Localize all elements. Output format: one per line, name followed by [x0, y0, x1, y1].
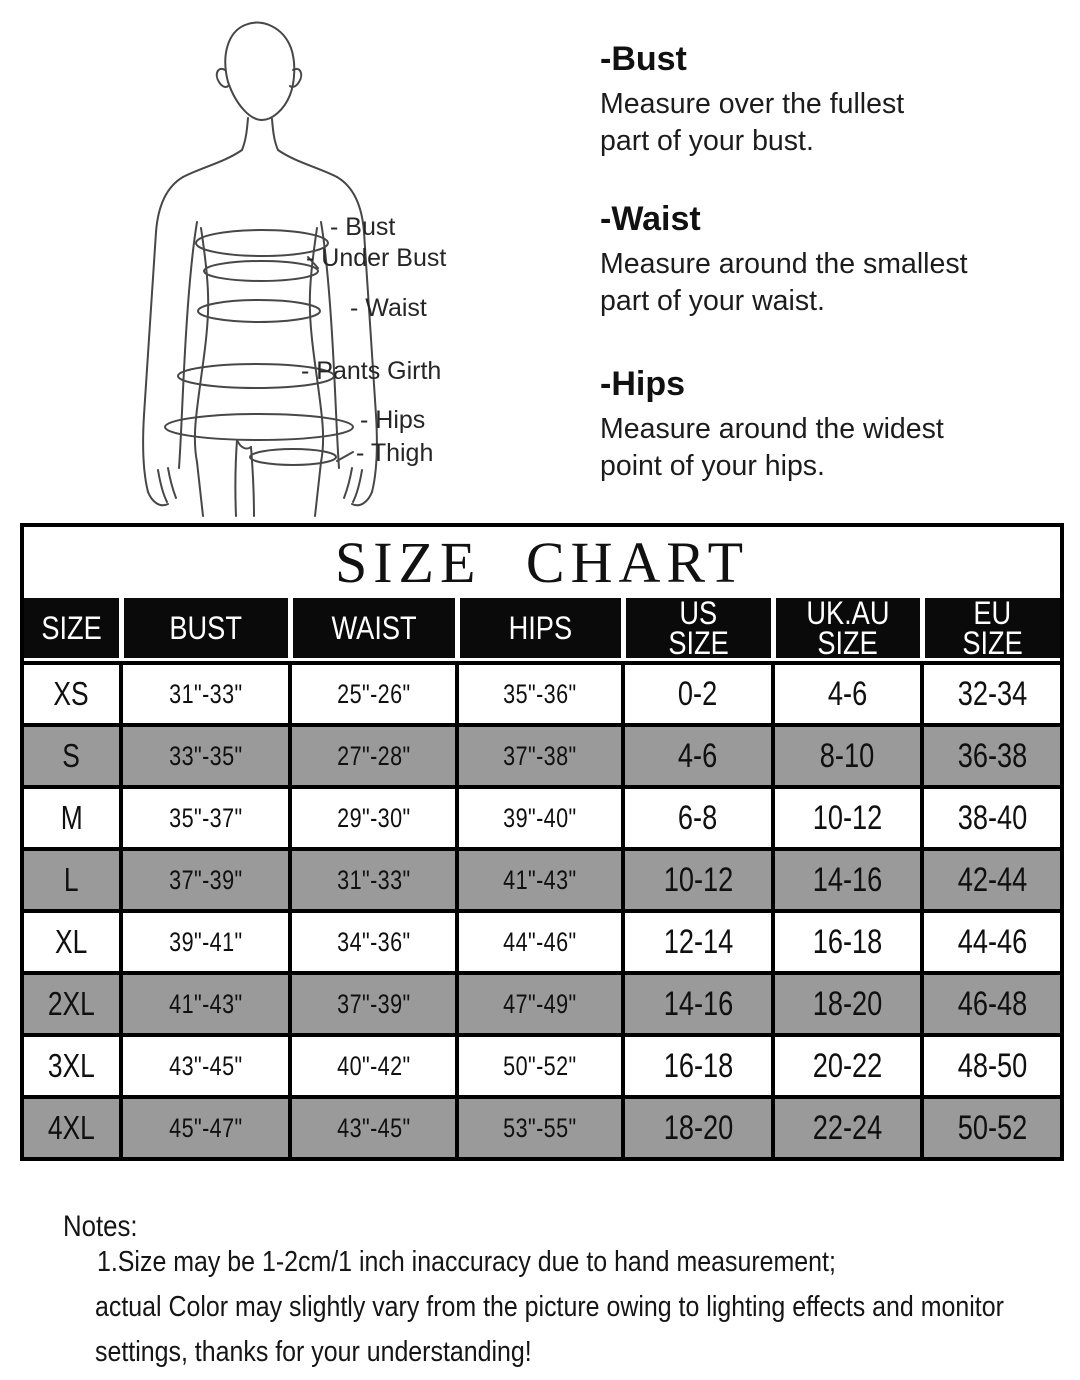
cell-us-size: 18-20 — [621, 1099, 771, 1157]
cell-hips: 53"-55" — [455, 1099, 621, 1157]
cell-bust: 35"-37" — [119, 789, 288, 847]
cell-bust: 37"-39" — [119, 851, 288, 909]
cell-us-size: 16-18 — [621, 1037, 771, 1095]
figure-label-thigh: - Thigh — [356, 439, 434, 467]
cell-uk-au-size: 8-10 — [771, 727, 920, 785]
cell-bust: 39"-41" — [119, 913, 288, 971]
cell-hips: 39"-40" — [455, 789, 621, 847]
column-header-eu-size: EU SIZE — [920, 598, 1060, 658]
instruction-waist-text: Measure around the smallest — [600, 248, 968, 280]
cell-waist: 37"-39" — [288, 975, 455, 1033]
cell-us-size: 0-2 — [621, 665, 771, 723]
cell-bust: 41"-43" — [119, 975, 288, 1033]
cell-us-size: 12-14 — [621, 913, 771, 971]
thigh-measure-line — [250, 449, 336, 465]
table-row-l — [24, 847, 1060, 909]
cell-bust: 31"-33" — [119, 665, 288, 723]
instruction-hips-title: -Hips — [600, 365, 685, 403]
cell-waist: 25"-26" — [288, 665, 455, 723]
cell-eu-size: 36-38 — [920, 727, 1060, 785]
table-row-s — [24, 723, 1060, 785]
cell-size: 4XL — [24, 1099, 119, 1157]
cell-hips: 41"-43" — [455, 851, 621, 909]
cell-eu-size: 44-46 — [920, 913, 1060, 971]
instruction-hips-text: point of your hips. — [600, 450, 825, 482]
cell-size: XL — [24, 913, 119, 971]
cell-hips: 35"-36" — [455, 665, 621, 723]
cell-bust: 33"-35" — [119, 727, 288, 785]
table-row-xl — [24, 909, 1060, 971]
cell-hips: 37"-38" — [455, 727, 621, 785]
cell-bust: 43"-45" — [119, 1037, 288, 1095]
instruction-bust-title: -Bust — [600, 40, 687, 78]
figure-label-pants-girth: - Pants Girth — [301, 357, 442, 385]
cell-uk-au-size: 10-12 — [771, 789, 920, 847]
cell-us-size: 14-16 — [621, 975, 771, 1033]
instruction-hips-text: Measure around the widest — [600, 413, 944, 445]
notes-heading: Notes: — [63, 1210, 138, 1243]
cell-waist: 29"-30" — [288, 789, 455, 847]
cell-eu-size: 42-44 — [920, 851, 1060, 909]
instruction-bust-text: Measure over the fullest — [600, 88, 905, 120]
notes-section — [0, 1180, 1080, 1380]
figure-label-hips: - Hips — [360, 406, 426, 434]
size-chart-header-row — [24, 595, 1060, 661]
figure-label-bust: - Bust — [330, 213, 396, 241]
cell-uk-au-size: 14-16 — [771, 851, 920, 909]
table-row-4xl — [24, 1095, 1060, 1157]
cell-us-size: 6-8 — [621, 789, 771, 847]
cell-us-size: 4-6 — [621, 727, 771, 785]
cell-waist: 27"-28" — [288, 727, 455, 785]
cell-hips: 44"-46" — [455, 913, 621, 971]
cell-size: 2XL — [24, 975, 119, 1033]
column-header-waist: WAIST — [288, 598, 455, 658]
cell-bust: 45"-47" — [119, 1099, 288, 1157]
figure-label-under-bust: - Under Bust — [306, 244, 447, 272]
cell-eu-size: 50-52 — [920, 1099, 1060, 1157]
table-row-m — [24, 785, 1060, 847]
table-row-2xl — [24, 971, 1060, 1033]
cell-waist: 31"-33" — [288, 851, 455, 909]
cell-size: S — [24, 727, 119, 785]
size-chart-title: SIZE CHART — [334, 530, 750, 595]
cell-us-size: 10-12 — [621, 851, 771, 909]
cell-waist: 34"-36" — [288, 913, 455, 971]
instruction-bust-text: part of your bust. — [600, 125, 814, 157]
instruction-waist-title: -Waist — [600, 200, 701, 238]
waist-measure-line — [198, 300, 320, 322]
cell-hips: 47"-49" — [455, 975, 621, 1033]
table-row-xs — [24, 661, 1060, 723]
column-header-hips: HIPS — [455, 598, 621, 658]
figure-label-waist: - Waist — [350, 294, 427, 322]
cell-eu-size: 46-48 — [920, 975, 1060, 1033]
cell-size: L — [24, 851, 119, 909]
cell-size: M — [24, 789, 119, 847]
size-chart — [20, 523, 1064, 1161]
instruction-bust — [600, 40, 904, 160]
instruction-hips — [600, 365, 944, 485]
note-line-1: 1.Size may be 1-2cm/1 inch inaccuracy due to hand measurement; — [97, 1246, 836, 1278]
cell-eu-size: 38-40 — [920, 789, 1060, 847]
cell-uk-au-size: 18-20 — [771, 975, 920, 1033]
table-row-3xl — [24, 1033, 1060, 1095]
cell-hips: 50"-52" — [455, 1037, 621, 1095]
head-outline — [225, 23, 294, 120]
cell-size: 3XL — [24, 1037, 119, 1095]
cell-uk-au-size: 16-18 — [771, 913, 920, 971]
cell-uk-au-size: 22-24 — [771, 1099, 920, 1157]
cell-eu-size: 48-50 — [920, 1037, 1060, 1095]
cell-uk-au-size: 20-22 — [771, 1037, 920, 1095]
instruction-waist — [600, 200, 968, 320]
cell-eu-size: 32-34 — [920, 665, 1060, 723]
column-header-bust: BUST — [119, 598, 288, 658]
cell-size: XS — [24, 665, 119, 723]
body-outline-drawing — [0, 0, 570, 518]
column-header-uk-au-size: UK.AU SIZE — [771, 598, 920, 658]
cell-waist: 43"-45" — [288, 1099, 455, 1157]
column-header-us-size: US SIZE — [621, 598, 771, 658]
note-line-3: settings, thanks for your understanding! — [95, 1336, 532, 1368]
column-header-size: SIZE — [24, 598, 119, 658]
under-bust-measure-line — [204, 261, 318, 281]
note-line-2: actual Color may slightly vary from the picture owing to lighting effects and monitor — [95, 1291, 1004, 1323]
body-measurement-diagram — [0, 0, 570, 518]
cell-waist: 40"-42" — [288, 1037, 455, 1095]
instruction-waist-text: part of your waist. — [600, 285, 825, 317]
cell-uk-au-size: 4-6 — [771, 665, 920, 723]
hips-measure-line — [165, 414, 353, 440]
